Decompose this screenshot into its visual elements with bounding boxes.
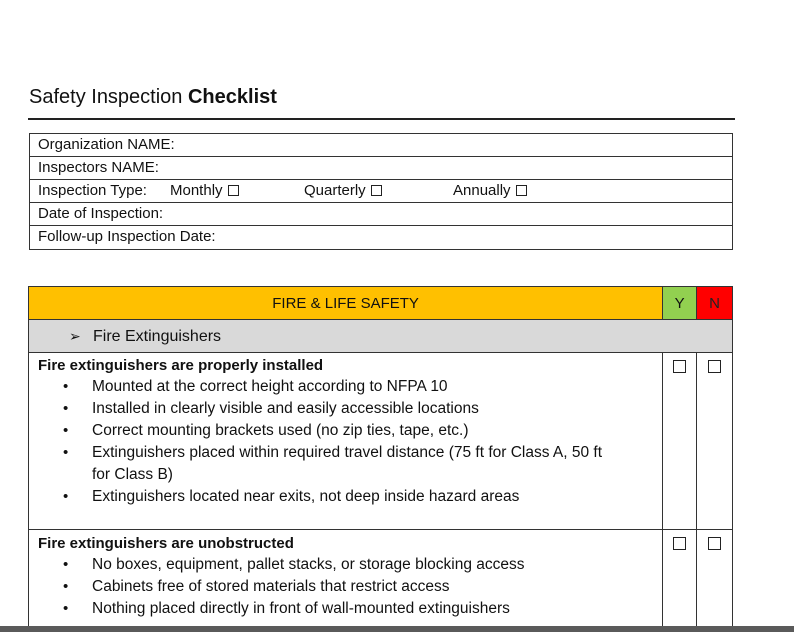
- window-bottom-edge: [0, 626, 794, 632]
- bullet-item: • No boxes, equipment, pallet stacks, or storage blocking access: [38, 554, 662, 576]
- yes-cell: [663, 353, 697, 529]
- subsection-title: Fire Extinguishers: [93, 328, 222, 345]
- title-regular: Safety Inspection: [29, 86, 188, 108]
- followup-row[interactable]: [30, 226, 732, 249]
- bullet-item: • Nothing placed directly in front of wall-mounted extinguishers: [38, 598, 662, 620]
- inspection-type-label: Inspection Type:: [38, 182, 147, 199]
- yes-checkbox[interactable]: [673, 537, 686, 550]
- annually-option: [453, 180, 527, 202]
- checklist-item: [29, 353, 732, 530]
- monthly-label: Monthly: [170, 182, 223, 199]
- item-heading: Fire extinguishers are properly installed: [38, 357, 324, 374]
- bullet-item: • Cabinets free of stored materials that restrict access: [38, 576, 662, 598]
- checklist-item: [29, 530, 732, 632]
- quarterly-label: Quarterly: [304, 182, 366, 199]
- quarterly-checkbox[interactable]: [371, 185, 382, 196]
- date-row[interactable]: [30, 203, 732, 226]
- quarterly-option: [304, 180, 382, 202]
- subsection-header: [29, 320, 732, 353]
- yes-cell: [663, 530, 697, 632]
- monthly-option: [170, 180, 239, 202]
- page-title: [29, 86, 277, 109]
- section-title: FIRE & LIFE SAFETY: [29, 287, 663, 319]
- yes-checkbox[interactable]: [673, 360, 686, 373]
- inspection-type-row: [30, 180, 732, 203]
- no-column-header: N: [697, 287, 732, 319]
- section-header: [29, 286, 732, 320]
- no-checkbox[interactable]: [708, 360, 721, 373]
- inspection-info-table: [29, 133, 733, 250]
- annually-checkbox[interactable]: [516, 185, 527, 196]
- arrow-bullet-icon: ➢: [69, 328, 81, 344]
- monthly-checkbox[interactable]: [228, 185, 239, 196]
- bullet-item: • Mounted at the correct height according to NFPA 10: [38, 376, 662, 398]
- no-checkbox[interactable]: [708, 537, 721, 550]
- organization-label: Organization NAME:: [38, 136, 175, 153]
- inspectors-label: Inspectors NAME:: [38, 159, 159, 176]
- bullet-item: • Extinguishers placed within required travel distance (75 ft for Class A, 50 ft: [38, 442, 662, 464]
- no-cell: [697, 353, 732, 529]
- title-divider: [28, 118, 735, 120]
- no-cell: [697, 530, 732, 632]
- bullet-item: • Extinguishers located near exits, not deep inside hazard areas: [38, 486, 662, 508]
- item-content: [29, 353, 663, 529]
- title-bold: Checklist: [187, 86, 277, 108]
- bullet-item: • Correct mounting brackets used (no zip ties, tape, etc.): [38, 420, 662, 442]
- bullet-continuation: for Class B): [92, 466, 173, 483]
- item-content: [29, 530, 663, 632]
- yes-column-header: Y: [663, 287, 697, 319]
- item-bullet-list: [38, 554, 662, 620]
- item-bullet-list: [38, 376, 662, 508]
- organization-row[interactable]: [30, 134, 732, 157]
- followup-label: Follow-up Inspection Date:: [38, 228, 216, 245]
- date-label: Date of Inspection:: [38, 205, 164, 222]
- checklist-table: [28, 286, 733, 632]
- item-heading: Fire extinguishers are unobstructed: [38, 535, 294, 552]
- annually-label: Annually: [453, 182, 511, 199]
- bullet-item: • Installed in clearly visible and easily accessible locations: [38, 398, 662, 420]
- inspectors-row[interactable]: [30, 157, 732, 180]
